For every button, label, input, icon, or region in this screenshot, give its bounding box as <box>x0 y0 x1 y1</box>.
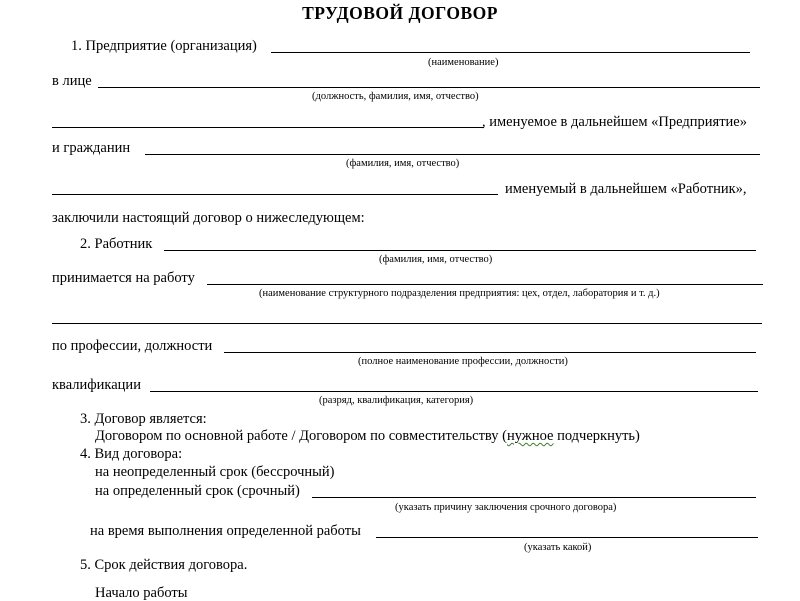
section-2-employee-label: 2. Работник <box>80 236 153 252</box>
section-5-label: 5. Срок действия договора. <box>80 557 248 573</box>
representative-hint: (должность, фамилия, имя, отчество) <box>312 91 479 102</box>
profession-field[interactable] <box>224 352 756 353</box>
department-continuation-field[interactable] <box>52 323 762 324</box>
agreement-text: заключили настоящий договор о нижеследующем: <box>52 210 365 226</box>
fixed-term-option: на определенный срок (срочный) <box>95 483 300 499</box>
indefinite-term-option: на неопределенный срок (бессрочный) <box>95 464 335 480</box>
task-description-hint: (указать какой) <box>524 542 592 553</box>
company-alias-text: , именуемое в дальнейшем «Предприятие» <box>482 114 747 130</box>
profession-label: по профессии, должности <box>52 338 213 354</box>
section-1-enterprise-label: 1. Предприятие (организация) <box>71 38 257 54</box>
section-4-label: 4. Вид договора: <box>80 446 183 462</box>
employee-name-hint: (фамилия, имя, отчество) <box>379 254 493 265</box>
start-date-label: Начало работы <box>95 585 188 601</box>
enterprise-name-hint: (наименование) <box>428 57 499 68</box>
employee-alias-text: именуемый в дальнейшем «Работник», <box>505 181 747 197</box>
fixed-term-reason-field[interactable] <box>312 497 756 498</box>
enterprise-name-field[interactable] <box>271 52 750 53</box>
qualification-hint: (разряд, квалификация, категория) <box>319 395 474 406</box>
citizen-name-field[interactable] <box>145 154 760 155</box>
contract-type-suffix: подчеркнуть) <box>553 428 640 444</box>
citizen-label: и гражданин <box>52 140 131 156</box>
document-title: ТРУДОВОЙ ДОГОВОР <box>302 3 498 23</box>
employee-name-field[interactable] <box>164 250 756 251</box>
citizen-continuation-field[interactable] <box>52 194 498 195</box>
representative-label: в лице <box>52 73 92 89</box>
department-field[interactable] <box>207 284 763 285</box>
qualification-field[interactable] <box>150 391 758 392</box>
task-description-field[interactable] <box>376 537 758 538</box>
fixed-term-reason-hint: (указать причину заключения срочного договора) <box>395 502 617 513</box>
contract-type-underlined-word: нужное <box>506 428 554 444</box>
representative-continuation-field[interactable] <box>52 127 484 128</box>
contract-type-options <box>95 428 640 444</box>
department-hint: (наименование структурного подразделения предприятия: цех, отдел, лаборатория и т. д.) <box>259 288 660 299</box>
profession-hint: (полное наименование профессии, должности) <box>358 356 568 367</box>
citizen-name-hint: (фамилия, имя, отчество) <box>346 158 460 169</box>
hired-label: принимается на работу <box>52 270 195 286</box>
task-term-option: на время выполнения определенной работы <box>90 523 361 539</box>
contract-type-prefix: Договором по основной работе / Договором по совместительству ( <box>95 428 507 444</box>
section-3-label: 3. Договор является: <box>80 411 207 427</box>
representative-field[interactable] <box>98 87 760 88</box>
qualification-label: квалификации <box>52 377 141 393</box>
